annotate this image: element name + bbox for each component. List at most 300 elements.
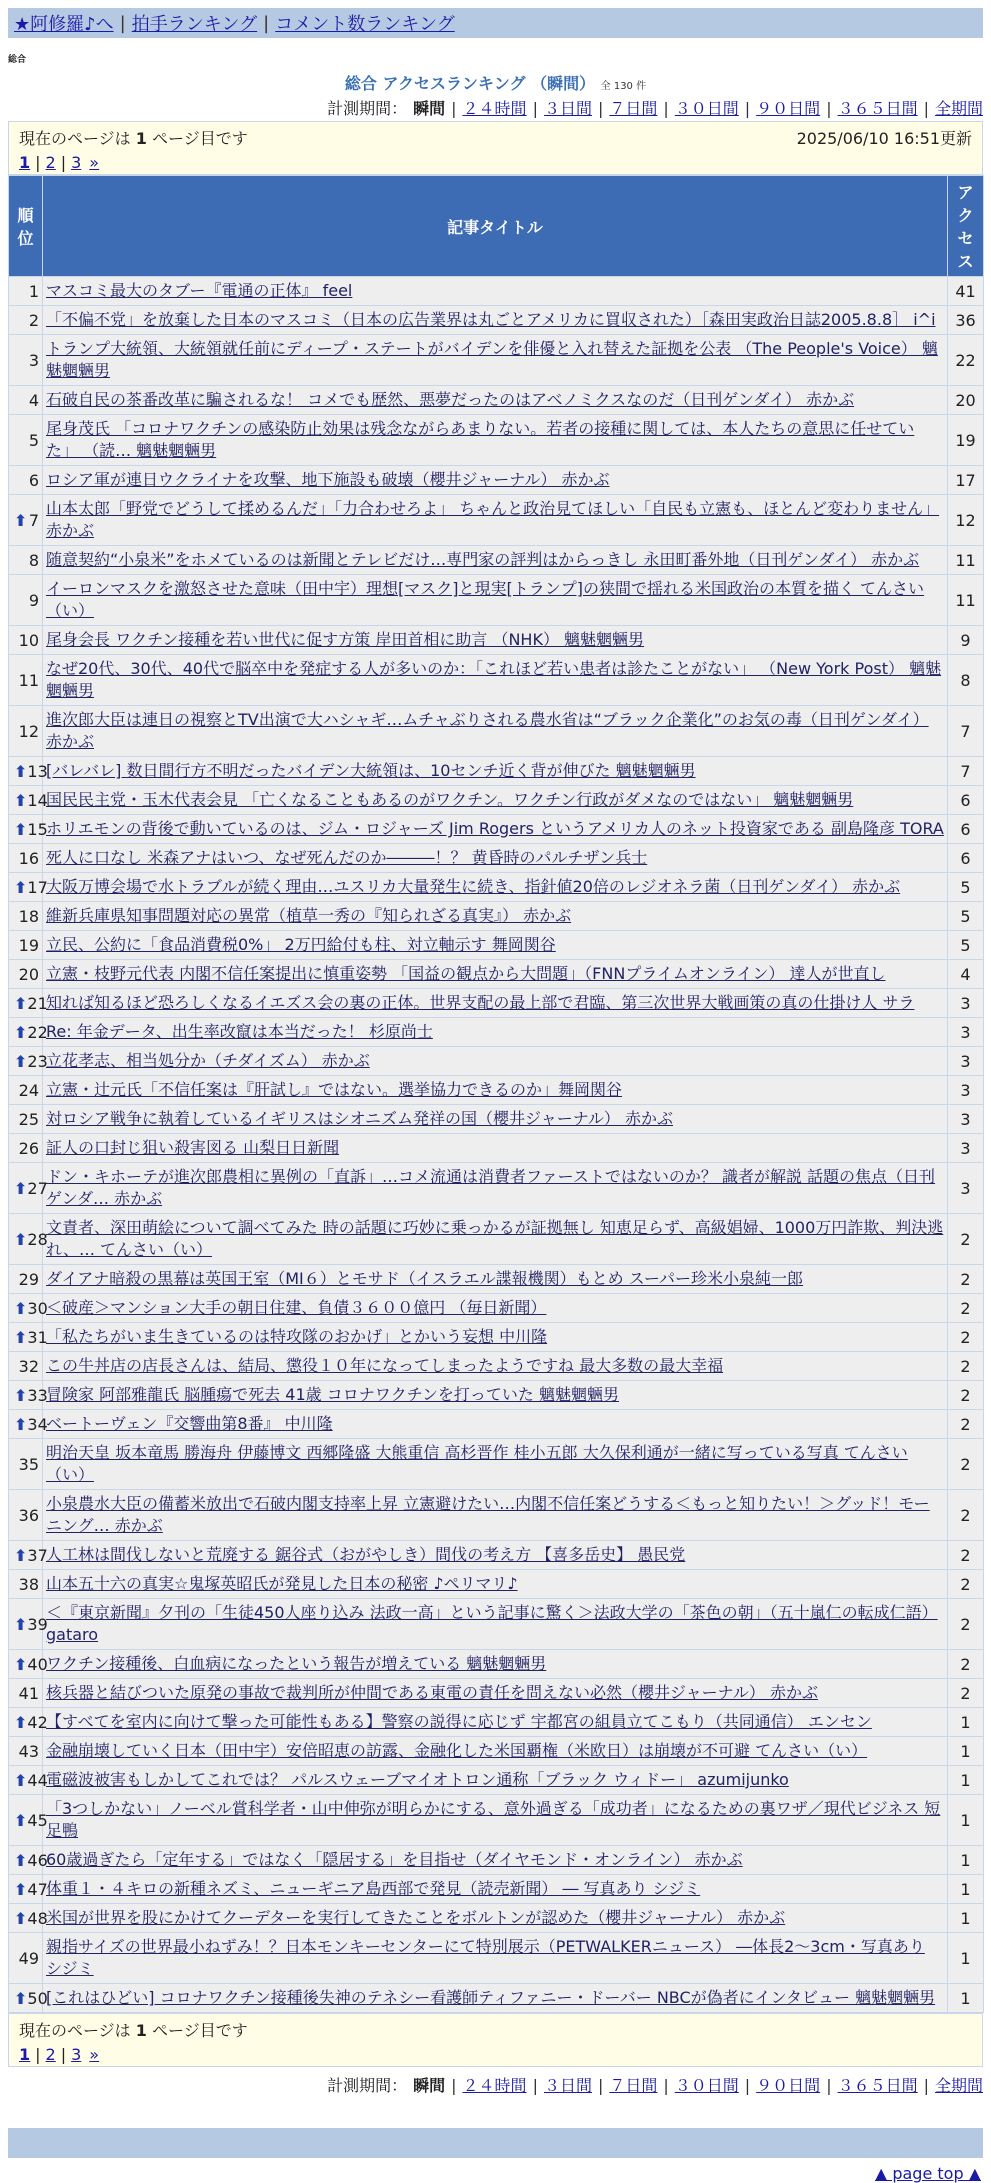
up-arrow-icon: ⬆ [14, 1385, 28, 1405]
article-title-link[interactable]: 尾身会長 ワクチン接種を若い世代に促す方策 岸田首相に助言 （NHK） 魑魅魍魎男 [46, 630, 645, 649]
access-count: 5 [948, 902, 984, 931]
access-count: 3 [948, 989, 984, 1018]
rank-number: 14 [27, 790, 48, 810]
up-arrow-icon: ⬆ [14, 1614, 28, 1634]
period-label: 計測期間： [327, 99, 408, 118]
title-cell [43, 1984, 948, 2013]
table-row [9, 989, 984, 1018]
article-title-link[interactable]: 小泉農水大臣の備蓄米放出で石破内閣支持率上昇 立憲避けたい…内閣不信任案どうする＜もっと知りたい！＞グッド！モーニング… 赤かぶ [46, 1494, 930, 1535]
period-separator: | [663, 2076, 669, 2095]
table-row [9, 931, 984, 960]
title-cell [43, 1904, 948, 1933]
period-link[interactable]: ３６５日間 [837, 2076, 918, 2095]
title-cell [43, 1766, 948, 1795]
rank-cell [9, 873, 48, 902]
title-cell [43, 1679, 948, 1708]
title-cell [43, 989, 948, 1018]
rank-number: 2 [28, 310, 39, 330]
access-count: 1 [948, 1984, 984, 2013]
article-title-link[interactable]: 明治天皇 坂本竜馬 勝海舟 伊藤博文 西郷隆盛 大熊重信 高杉晋作 桂小五郎 大久保利通が一緒に写っている写真 てんさい（い） [46, 1443, 908, 1484]
access-count: 1 [948, 1846, 984, 1875]
page-title-text: 総合 アクセスランキング （瞬間） [344, 74, 596, 93]
period-link[interactable]: ７日間 [609, 2076, 658, 2095]
article-title-link[interactable]: ホリエモンの背後で動いているのは、ジム・ロジャーズ Jim Rogers というアメリカ人のネット投資家である 副島隆彦 TORA [46, 819, 944, 838]
title-cell [43, 1381, 948, 1410]
rank-cell [9, 466, 43, 495]
title-cell [43, 1795, 948, 1846]
rank-cell [9, 1214, 48, 1265]
title-cell [43, 1134, 948, 1163]
article-title-link[interactable]: ＜破産＞マンション大手の朝日住建、負債３６００億円 （毎日新聞） [46, 1298, 547, 1317]
article-title-link[interactable]: ダイアナ暗殺の黒幕は英国王室（MI６）とモサド（イスラエル諜報機関）もとめ スーパー珍米小泉純一郎 [46, 1269, 804, 1288]
period-link[interactable]: ２４時間 [462, 99, 527, 118]
table-row [9, 575, 984, 626]
article-title-link[interactable]: 電磁波被害もしかしてこれでは？ パルスウェーブマイオトロン通称「ブラック ウィドー」 azumijunko [46, 1770, 789, 1789]
table-row [9, 306, 984, 335]
article-title-link[interactable]: 核兵器と結びついた原発の事故で裁判所が仲間である東電の責任を問えない必然（櫻井ジャーナル） 赤かぶ [46, 1683, 818, 1702]
title-cell [43, 902, 948, 931]
title-cell [43, 931, 948, 960]
article-title-link[interactable]: 山本太郎「野党でどうして揉めるんだ」「力合わせろよ」 ちゃんと政治見てほしい「自民も立憲も、ほとんど変わりません」 赤かぶ [46, 499, 940, 540]
period-link[interactable]: 全期間 [934, 2076, 983, 2095]
rank-number: 43 [18, 1741, 39, 1761]
access-count: 6 [948, 844, 984, 873]
up-arrow-icon: ⬆ [14, 993, 28, 1013]
pager-separator: | [35, 153, 41, 172]
article-title-link[interactable]: 立民、公約に「食品消費税0%」 2万円給付も柱、対立軸示す 舞岡関谷 [46, 935, 556, 954]
table-row [9, 495, 984, 546]
up-arrow-icon: ⬆ [14, 1770, 28, 1790]
rank-cell [9, 546, 43, 575]
rank-number: 30 [27, 1298, 48, 1318]
top-nav-bar [8, 8, 983, 38]
access-count: 6 [948, 786, 984, 815]
title-cell [43, 655, 948, 706]
article-title-link[interactable]: 人工林は間伐しないと荒廃する 鋸谷式（おがやしき）間伐の考え方 【喜多岳史】 愚民党 [46, 1545, 686, 1564]
article-title-link[interactable]: マスコミ最大のタブー『電通の正体』 feel [46, 281, 353, 300]
article-title-link[interactable]: 山本五十六の真実☆鬼塚英昭氏が発見した日本の秘密 ♪ペリマリ♪ [46, 1574, 518, 1593]
article-title-link[interactable]: 立憲・辻元氏「不信任案は『肝試し』ではない。選挙協力できるのか」舞岡関谷 [46, 1080, 623, 1099]
access-count: 2 [948, 1650, 984, 1679]
table-row [9, 1846, 984, 1875]
article-title-link[interactable]: Re: 年金データ、出生率改竄は本当だった！ 杉原尚士 [46, 1022, 433, 1041]
rank-cell [9, 306, 43, 335]
rank-cell [9, 931, 43, 960]
access-count: 2 [948, 1410, 984, 1439]
rank-cell [9, 1410, 48, 1439]
title-cell [43, 757, 948, 786]
rank-cell [9, 1904, 48, 1933]
rank-number: 42 [27, 1712, 48, 1732]
table-row [9, 1265, 984, 1294]
access-count: 3 [948, 1163, 984, 1214]
rank-cell [9, 1984, 48, 2013]
period-current: 瞬間 [413, 99, 446, 118]
up-arrow-icon: ⬆ [14, 1178, 28, 1198]
rank-cell [9, 1650, 48, 1679]
rank-number: 50 [27, 1988, 48, 2008]
rank-number: 31 [27, 1327, 48, 1347]
article-title-link[interactable]: 維新兵庫県知事問題対応の異常（植草一秀の『知られざる真実』） 赤かぶ [46, 906, 572, 925]
article-title-link[interactable]: 【すべてを室内に向けて撃った可能性もある】警察の説得に応じず 宇都宮の組員立てこもり（共同通信） エンセン [46, 1712, 872, 1731]
article-title-link[interactable]: 「不偏不党」を放棄した日本のマスコミ（日本の広告業界は丸ごとアメリカに買収された）［森田実政治日誌2005.8.8］ i^i [46, 310, 936, 329]
rank-number: 5 [28, 430, 39, 450]
up-arrow-icon: ⬆ [14, 1414, 28, 1434]
header-title: 記事タイトル [43, 176, 948, 277]
period-separator: | [532, 99, 538, 118]
table-row [9, 902, 984, 931]
rank-cell [9, 1933, 43, 1984]
period-link[interactable]: ９０日間 [756, 2076, 821, 2095]
rank-number: 1 [28, 281, 39, 301]
rank-number: 45 [27, 1810, 48, 1830]
period-link[interactable]: ２４時間 [462, 2076, 527, 2095]
period-label: 計測期間： [327, 2076, 408, 2095]
rank-cell [9, 1490, 43, 1541]
period-separator: | [744, 2076, 751, 2095]
rank-number: 28 [27, 1229, 48, 1249]
article-title-link[interactable]: 体重１・４キロの新種ネズミ、ニューギニア島西部で発見（読売新聞） ― 写真あり シジミ [46, 1879, 701, 1898]
access-count: 8 [948, 655, 984, 706]
rank-cell [9, 706, 43, 757]
table-row [9, 1163, 984, 1214]
title-cell [43, 1599, 948, 1650]
rank-number: 8 [28, 550, 39, 570]
rank-cell [9, 1766, 48, 1795]
rank-cell [9, 1875, 48, 1904]
rank-cell [9, 1323, 48, 1352]
title-cell [43, 1737, 948, 1766]
rank-number: 24 [18, 1080, 39, 1100]
rank-cell [9, 757, 48, 786]
rank-number: 16 [18, 848, 39, 868]
nav-link-comment-ranking[interactable]: コメント数ランキング [275, 14, 455, 35]
access-count: 3 [948, 1105, 984, 1134]
up-arrow-icon: ⬆ [14, 1022, 28, 1042]
table-row [9, 1599, 984, 1650]
rank-cell [9, 277, 43, 306]
title-cell [43, 335, 948, 386]
title-cell [43, 495, 948, 546]
article-title-link[interactable]: ワクチン接種後、白血病になったという報告が増えている 魑魅魍魎男 [46, 1654, 547, 1673]
access-count: 11 [948, 546, 984, 575]
rank-number: 48 [27, 1908, 48, 1928]
title-cell [43, 415, 948, 466]
up-arrow-icon: ⬆ [14, 790, 28, 810]
title-cell [43, 1352, 948, 1381]
rank-number: 41 [18, 1683, 39, 1703]
table-row [9, 277, 984, 306]
table-row [9, 844, 984, 873]
access-count: 17 [948, 466, 984, 495]
table-row [9, 960, 984, 989]
rank-number: 15 [27, 819, 48, 839]
period-link[interactable]: ９０日間 [756, 99, 821, 118]
period-link[interactable]: 全期間 [934, 99, 983, 118]
rank-number: 6 [28, 470, 39, 490]
access-count: 1 [948, 1737, 984, 1766]
rank-number: 10 [18, 630, 39, 650]
title-cell [43, 575, 948, 626]
title-cell [43, 1541, 948, 1570]
period-separator: | [532, 2076, 538, 2095]
access-count: 1 [948, 1933, 984, 1984]
access-count: 3 [948, 1047, 984, 1076]
table-row [9, 386, 984, 415]
pager-page-link[interactable]: 3 [71, 153, 82, 172]
access-count: 1 [948, 1795, 984, 1846]
title-cell [43, 1294, 948, 1323]
table-row [9, 1410, 984, 1439]
article-title-link[interactable]: 金融崩壊していく日本（田中宇）安倍昭恵の訪露、金融化した米国覇権（米欧日）は崩壊が不可避 てんさい（い） [46, 1741, 868, 1760]
rank-cell [9, 902, 43, 931]
page-top-container [0, 2164, 981, 2183]
article-title-link[interactable]: 死人に口なし 米森アナはいつ、なぜ死んだのか―――！？ 黄昏時のパルチザン兵士 [46, 848, 648, 867]
title-cell [43, 1570, 948, 1599]
title-cell [43, 1410, 948, 1439]
up-arrow-icon: ⬆ [14, 819, 28, 839]
table-row [9, 1018, 984, 1047]
title-cell [43, 546, 948, 575]
article-title-link[interactable]: 大阪万博会場で水トラブルが続く理由…ユスリカ大量発生に続き、指針値20倍のレジオネラ菌（日刊ゲンダイ） 赤かぶ [46, 877, 901, 896]
rank-number: 22 [27, 1022, 48, 1042]
article-title-link[interactable]: 石破自民の茶番改革に騙されるな！ コメでも歴然、悪夢だったのはアベノミクスなのだ（日刊ゲンダイ） 赤かぶ [46, 390, 855, 409]
table-row [9, 1047, 984, 1076]
rank-cell [9, 575, 43, 626]
period-link[interactable]: ７日間 [609, 99, 658, 118]
table-row [9, 1904, 984, 1933]
article-title-link[interactable]: [これはひどい] コロナワクチン接種後失神のテネシー看護師ティファニー・ドーバー NBCが偽者にインタビュー 魑魅魍魎男 [46, 1988, 936, 2007]
title-cell [43, 306, 948, 335]
rank-cell [9, 655, 43, 706]
nav-separator: | [119, 12, 126, 34]
table-row [9, 1134, 984, 1163]
rank-number: 36 [18, 1505, 39, 1525]
article-title-link[interactable]: 「3つしかない」ノーベル賞科学者・山中伸弥が明らかにする、意外過ぎる「成功者」になるための裏ワザ／現代ビジネス 短足鴨 [46, 1799, 941, 1840]
rank-number: 34 [27, 1414, 48, 1434]
article-title-link[interactable]: 尾身茂氏 「コロナワクチンの感染防止効果は残念ながらあまりない。若者の接種に関しては、本人たちの意思に任せていた」 （読… 魑魅魍魎男 [46, 419, 915, 460]
article-title-link[interactable]: 立憲・枝野元代表 内閣不信任案提出に慎重姿勢 「国益の観点から大問題」（FNNプライムオンライン） 達人が世直し [46, 964, 886, 983]
table-row [9, 1352, 984, 1381]
article-title-link[interactable]: 冒険家 阿部雅龍氏 脳腫瘍で死去 41歳 コロナワクチンを打っていた 魑魅魍魎男 [46, 1385, 619, 1404]
pager-page-link[interactable]: 2 [45, 2045, 56, 2064]
article-title-link[interactable]: ベートーヴェン『交響曲第8番』 中川隆 [46, 1414, 333, 1433]
table-row [9, 1708, 984, 1737]
table-row [9, 1984, 984, 2013]
title-cell [43, 706, 948, 757]
up-arrow-icon: ⬆ [14, 1229, 28, 1249]
table-row [9, 1541, 984, 1570]
up-arrow-icon: ⬆ [14, 510, 28, 530]
up-arrow-icon: ⬆ [14, 1712, 28, 1732]
pager-next-link[interactable]: » [89, 153, 100, 172]
access-count: 2 [948, 1323, 984, 1352]
period-separator: | [923, 2076, 929, 2095]
up-arrow-icon: ⬆ [14, 1051, 28, 1071]
article-title-link[interactable]: 進次郎大臣は連日の視察とTV出演で大ハシャギ…ムチャぶりされる農水省は“ブラック企業化”のお気の毒（日刊ゲンダイ） 赤かぶ [46, 710, 929, 751]
pager-top [19, 153, 972, 172]
title-cell [43, 873, 948, 902]
article-title-link[interactable]: この牛丼店の店長さんは、結局、懲役１０年になってしまったようですね 最大多数の最大幸福 [46, 1356, 724, 1375]
access-count: 2 [948, 1352, 984, 1381]
period-link[interactable]: ３０日間 [674, 2076, 739, 2095]
period-link[interactable]: ３０日間 [674, 99, 739, 118]
period-link[interactable]: ３日間 [543, 2076, 592, 2095]
table-row [9, 1323, 984, 1352]
up-arrow-icon: ⬆ [14, 1908, 28, 1928]
table-row [9, 1570, 984, 1599]
access-count: 1 [948, 1708, 984, 1737]
rank-number: 47 [27, 1879, 48, 1899]
rank-number: 38 [18, 1574, 39, 1594]
rank-number: 13 [27, 761, 48, 781]
access-count: 20 [948, 386, 984, 415]
rank-number: 19 [18, 935, 39, 955]
article-title-link[interactable]: 文責者、深田萌絵について調べてみた 時の話題に巧妙に乗っかるが証拠無し 知恵足らず、高級娼婦、1000万円詐欺、判決逃れ、… てんさい（い） [46, 1218, 944, 1259]
rank-number: 18 [18, 906, 39, 926]
rank-number: 39 [27, 1614, 48, 1634]
up-arrow-icon: ⬆ [14, 1327, 28, 1347]
rank-number: 17 [27, 877, 48, 897]
rank-cell [9, 1294, 48, 1323]
title-cell [43, 786, 948, 815]
pager-current-page[interactable]: 1 [19, 2045, 31, 2064]
article-title-link[interactable]: 随意契約“小泉米”をホメているのは新聞とテレビだけ…専門家の評判はからっきし 永田町番外地（日刊ゲンダイ） 赤かぶ [46, 550, 920, 569]
rank-number: 44 [27, 1770, 48, 1790]
rank-cell [9, 989, 48, 1018]
table-row [9, 415, 984, 466]
article-title-link[interactable]: 証人の口封じ狙い殺害図る 山梨日日新聞 [46, 1138, 340, 1157]
title-cell [43, 466, 948, 495]
rank-number: 33 [27, 1385, 48, 1405]
access-count: 4 [948, 960, 984, 989]
table-row [9, 1650, 984, 1679]
article-title-link[interactable]: 対ロシア戦争に執着しているイギリスはシオニズム発祥の国（櫻井ジャーナル） 赤かぶ [46, 1109, 674, 1128]
article-title-link[interactable]: 60歳過ぎたら「定年する」ではなく「隠居する」を目指せ（ダイヤモンド・オンライン） 赤かぶ [46, 1850, 743, 1869]
title-cell [43, 1650, 948, 1679]
up-arrow-icon: ⬆ [14, 877, 28, 897]
period-separator: | [744, 99, 751, 118]
access-count: 3 [948, 1018, 984, 1047]
rank-number: 9 [28, 590, 39, 610]
pager-next-link[interactable]: » [89, 2045, 100, 2064]
title-cell [43, 844, 948, 873]
access-count: 6 [948, 815, 984, 844]
access-count: 41 [948, 277, 984, 306]
rank-number: 21 [27, 993, 48, 1013]
access-count: 1 [948, 1904, 984, 1933]
rank-cell [9, 786, 48, 815]
pager-bottom [19, 2045, 972, 2064]
period-link[interactable]: ３６５日間 [837, 99, 918, 118]
rank-number: 32 [18, 1356, 39, 1376]
access-count: 36 [948, 306, 984, 335]
nav-link-asyura[interactable]: ★阿修羅♪へ [14, 14, 114, 35]
table-row [9, 335, 984, 386]
period-current: 瞬間 [413, 2076, 446, 2095]
title-cell [43, 386, 948, 415]
article-title-link[interactable]: 米国が世界を股にかけてクーデターを実行してきたことをボルトンが認めた（櫻井ジャーナル） 赤かぶ [46, 1908, 786, 1927]
pager-page-link[interactable]: 2 [45, 153, 56, 172]
access-count: 2 [948, 1570, 984, 1599]
rank-number: 29 [18, 1269, 39, 1289]
article-title-link[interactable]: 国民民主党・玉木代表会見 「亡くなることもあるのがワクチン。ワクチン行政がダメなのではない」 魑魅魍魎男 [46, 790, 854, 809]
period-selector-top [8, 96, 983, 119]
title-cell [43, 1076, 948, 1105]
table-row [9, 706, 984, 757]
period-separator: | [451, 99, 457, 118]
rank-number: 3 [28, 350, 39, 370]
rank-cell [9, 1352, 43, 1381]
article-title-link[interactable]: ドン・キホーテが進次郎農相に異例の「直訴」…コメ流通は消費者ファーストではないのか？ 識者が解説 話題の焦点（日刊ゲンダ… 赤かぶ [46, 1167, 936, 1208]
article-title-link[interactable]: 立花孝志、相当処分か（チダイズム） 赤かぶ [46, 1051, 370, 1070]
pager-separator: | [60, 2045, 67, 2064]
article-title-link[interactable]: イーロンマスクを激怒させた意味（田中宇）理想[マスク]と現実[トランプ]の狭間で揺れる米国政治の本質を描く てんさい（い） [46, 579, 925, 620]
access-count: 1 [948, 1766, 984, 1795]
access-count: 9 [948, 626, 984, 655]
access-count: 7 [948, 757, 984, 786]
period-separator: | [663, 99, 669, 118]
article-title-link[interactable]: 知れば知るほど恐ろしくなるイエズス会の裏の正体。世界支配の最上部で君臨、第三次世界大戦画策の真の仕掛け人 サラ [46, 993, 915, 1012]
up-arrow-icon: ⬆ [14, 1850, 28, 1870]
title-cell [43, 1439, 948, 1490]
pager-current-page[interactable]: 1 [19, 153, 31, 172]
access-count: 3 [948, 1134, 984, 1163]
access-count: 12 [948, 495, 984, 546]
header-access: アクセス [948, 176, 984, 277]
access-count: 7 [948, 706, 984, 757]
rank-number: 4 [28, 390, 39, 410]
up-arrow-icon: ⬆ [14, 1879, 28, 1899]
nav-link-applause-ranking[interactable]: 拍手ランキング [131, 14, 258, 35]
access-count: 11 [948, 575, 984, 626]
pager-separator: | [35, 2045, 41, 2064]
title-cell [43, 1933, 948, 1984]
access-count: 2 [948, 1381, 984, 1410]
pager-separator: | [60, 153, 67, 172]
article-title-link[interactable]: ロシア軍が連日ウクライナを攻撃、地下施設も破壊（櫻井ジャーナル） 赤かぶ [46, 470, 610, 489]
article-title-link[interactable]: ＜『東京新聞』夕刊の「生徒450人座り込み 法政一高」という記事に驚く＞法政大学の「茶色の朝」（五十嵐仁の転成仁語） gataro [46, 1603, 938, 1644]
rank-cell [9, 1846, 48, 1875]
rank-cell [9, 844, 43, 873]
title-cell [43, 1047, 948, 1076]
rank-cell [9, 1076, 43, 1105]
rank-cell [9, 1381, 48, 1410]
access-count: 5 [948, 873, 984, 902]
period-separator: | [451, 2076, 457, 2095]
title-cell [43, 1490, 948, 1541]
article-title-link[interactable]: トランプ大統領、大統領就任前にディープ・ステートがバイデンを俳優と入れ替えた証拠を公表 （The People's Voice） 魑魅魍魎男 [46, 339, 938, 380]
page-top-link[interactable]: ▲ page top ▲ [874, 2164, 981, 2183]
period-link[interactable]: ３日間 [543, 99, 592, 118]
article-title-link[interactable]: 「私たちがいま生きているのは特攻隊のおかげ」とかいう妄想 中川隆 [46, 1327, 548, 1346]
table-row [9, 655, 984, 706]
article-title-link[interactable]: 親指サイズの世界最小ねずみ！？日本モンキーセンターにて特別展示（PETWALKERニュース） ―体長2～3cm・写真あり シジミ [46, 1937, 925, 1978]
title-cell [43, 1265, 948, 1294]
pager-page-link[interactable]: 3 [71, 2045, 82, 2064]
article-title-link[interactable]: [バレバレ] 数日間行方不明だったバイデン大統領は、10センチ近く背が伸びた 魑魅魍魎男 [46, 761, 696, 780]
title-cell [43, 626, 948, 655]
table-row [9, 757, 984, 786]
rank-number: 7 [28, 510, 39, 530]
title-cell [43, 1018, 948, 1047]
page-title [0, 71, 991, 94]
item-count: 全 130 件 [600, 81, 647, 92]
rank-cell [9, 626, 43, 655]
article-title-link[interactable]: なぜ20代、30代、40代で脳卒中を発症する人が多いのか：「これほど若い患者は診たことがない」 （New York Post） 魑魅魍魎男 [46, 659, 942, 700]
updated-timestamp: 2025/06/10 16:51更新 [796, 129, 972, 148]
rank-cell [9, 1708, 48, 1737]
